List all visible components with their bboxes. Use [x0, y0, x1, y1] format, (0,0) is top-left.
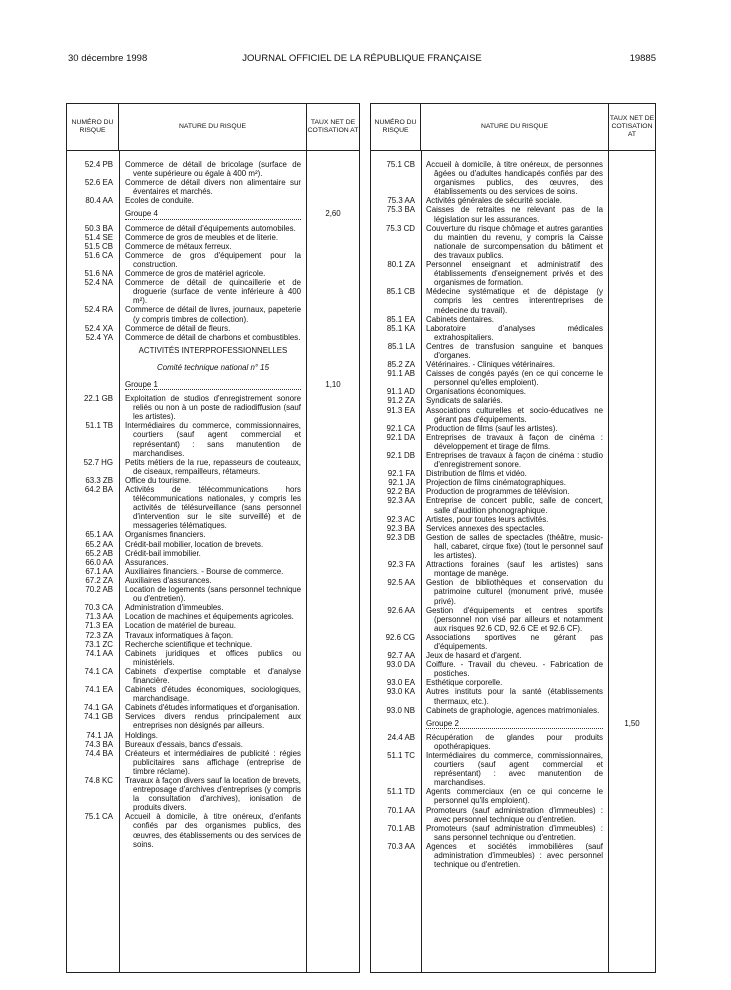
risk-code: 75.3 BA [386, 205, 415, 215]
header-nature: NATURE DU RISQUE [119, 104, 307, 150]
table-row [371, 560, 655, 578]
risk-code: 52.4 NA [84, 278, 113, 288]
table-row [371, 360, 655, 369]
group-label: Groupe 1 [125, 380, 301, 390]
table-body [67, 160, 359, 849]
header-numero: NUMÉRO DU RISQUE [371, 104, 421, 150]
risk-description: Office du tourisme. [125, 475, 192, 485]
header-taux: TAUX NET DE COTISATION AT [307, 119, 359, 134]
table-row [67, 540, 359, 549]
left-table [66, 103, 360, 973]
risk-code: 80.1 ZA [387, 260, 415, 270]
table-row [371, 578, 655, 605]
table-row [371, 451, 655, 469]
publication-date: 30 décembre 1998 [68, 53, 148, 64]
risk-description: Esthétique corporelle. [426, 678, 503, 688]
risk-description: Agents commerciaux (en ce qui concerne le personnel qu'ils emploient). [426, 787, 603, 806]
table-row [371, 751, 655, 787]
table-row [371, 396, 655, 405]
risk-code: 70.2 AB [85, 585, 113, 595]
risk-description: Vétérinaires. - Cliniques vétérinaires. [426, 360, 555, 370]
risk-code: 71.3 AA [85, 612, 113, 622]
table-row [67, 731, 359, 740]
risk-description: Cabinets de graphologie, agences matrimoniales. [426, 705, 600, 715]
risk-code: 75.1 CA [84, 812, 113, 822]
table-row [67, 394, 359, 421]
risk-code: 93.0 DA [386, 660, 415, 670]
table-row [371, 469, 655, 478]
risk-description: Ecoles de conduite. [125, 196, 194, 206]
risk-description: Commerce de gros d'équipement pour la construction. [125, 250, 301, 269]
risk-code: 74.1 CA [84, 666, 113, 676]
risk-code: 92.7 AA [387, 651, 415, 661]
table-row [67, 305, 359, 323]
risk-code: 91.2 ZA [387, 396, 415, 406]
risk-code: 70.1 AB [387, 823, 415, 833]
risk-description: Promoteurs (sauf administration d'immeubles) : sans personnel technique ou d'entretien. [426, 823, 603, 842]
risk-code: 93.0 EA [386, 678, 415, 688]
table-row [67, 558, 359, 567]
taux-value: 2,60 [325, 209, 341, 219]
table-row [371, 496, 655, 514]
table-row [371, 205, 655, 223]
table-row [67, 776, 359, 812]
risk-code: 75.1 CB [386, 160, 415, 169]
risk-code: 52.4 RA [84, 305, 113, 315]
risk-code: 74.1 GA [84, 703, 113, 713]
table-row [371, 787, 655, 805]
table-row [67, 233, 359, 242]
table-row [371, 715, 655, 733]
table-row [67, 649, 359, 667]
risk-code: 73.1 ZC [84, 639, 113, 649]
risk-description: Associations culturelles et socio-éducatives ne gérant pas d'équipements. [426, 405, 603, 424]
table-row [371, 424, 655, 433]
header-numero: NUMÉRO DU RISQUE [67, 104, 119, 150]
risk-code: 65.1 AA [85, 530, 113, 540]
risk-description: Commerce de détail de bricolage (surface de vente supérieure ou égale à 400 m²). [125, 160, 301, 179]
table-row [371, 224, 655, 260]
risk-description: Couverture du risque chômage et autres garanties du maintien du revenu, y compris la Caisse nationale de surcompensation du bâtiment et des travaux publics. [426, 223, 603, 260]
risk-description: Commerce de détail de fleurs. [125, 323, 231, 333]
risk-description: Services divers rendus principalement aux entreprises non désignés par ailleurs. [125, 712, 301, 731]
table-row [67, 631, 359, 640]
table-row [371, 524, 655, 533]
table-row [371, 687, 655, 705]
risk-code: 50.3 BA [84, 223, 113, 233]
risk-code: 66.0 AA [85, 557, 113, 567]
risk-description: Laboratoire d'analyses médicales extrahospitaliers. [426, 323, 603, 342]
risk-code: 92.1 CA [386, 423, 415, 433]
risk-code: 65.2 AA [85, 539, 113, 549]
risk-code: 92.1 DA [386, 432, 415, 442]
risk-code: 92.1 JA [388, 478, 415, 488]
table-row [67, 224, 359, 233]
table-row [67, 485, 359, 530]
table-row [67, 640, 359, 649]
risk-code: 52.4 XA [84, 323, 113, 333]
risk-description: Location de matériel de bureau. [125, 621, 236, 631]
risk-code: 92.2 BA [386, 487, 415, 497]
risk-code: 91.3 EA [386, 405, 415, 415]
risk-code: 93.0 KA [386, 687, 415, 697]
risk-description: Production de films (sauf les artistes). [426, 423, 558, 433]
risk-description: Caisses de congés payés (en ce qui concerne le personnel qu'elles emploient). [426, 369, 603, 388]
risk-description: Intermédiaires du commerce, commissionnaires, courtiers (sauf agent commercial et représentant) : sans manutention de marchandises. [125, 421, 301, 458]
risk-description: Organismes financiers. [125, 530, 206, 540]
risk-description: Coiffure. - Travail du cheveu. - Fabrication de postiches. [426, 660, 603, 679]
risk-description: Organisations économiques. [426, 387, 527, 397]
risk-description: Promoteurs (sauf administration d'immeubles) : avec personnel technique ou d'entretien. [426, 805, 603, 824]
table-row [67, 667, 359, 685]
risk-description: Location de logements (sans personnel technique ou d'entretien). [125, 585, 301, 604]
risk-code: 24.4 AB [387, 732, 415, 742]
risk-code: 91.1 AD [386, 387, 415, 397]
table-row [67, 359, 359, 376]
table-row [371, 806, 655, 824]
risk-description: Gestion de salles de spectacles (théâtre, music-hall, cabaret, cirque fixe) (tout le personnel sauf les artistes). [426, 532, 603, 561]
risk-description: Créateurs et intermédiaires de publicité : régies publicitaires sans affichage (entreprise de timbre réclame). [125, 748, 301, 776]
table-row [371, 733, 655, 751]
table-row [371, 606, 655, 633]
table-row [371, 478, 655, 487]
table-row [67, 251, 359, 269]
risk-code: 85.1 LA [387, 341, 415, 351]
risk-description: Autres instituts pour la santé (établissements thermaux, etc.). [426, 687, 603, 706]
risk-description: Entreprise de concert public, salle de concert, salle d'audition phonographique. [426, 496, 603, 515]
risk-description: Centres de transfusion sanguine et banques d'organes. [426, 341, 603, 360]
risk-code: 74.1 GB [84, 712, 113, 722]
risk-description: Cabinets d'études informatiques et d'organisation. [125, 703, 300, 713]
risk-description: Travaux à façon divers sauf la location de brevets, entreposage d'archives d'entreprises (y compris la consultation d'archives), ionisation de produits divers. [125, 776, 301, 813]
risk-description: Médecine systématique et de dépistage (y compris les centres interentreprises de médecine du travail). [426, 287, 603, 315]
risk-description: Crédit-bail immobilier. [125, 548, 201, 558]
risk-description: Location de machines et équipements agricoles. [125, 612, 294, 622]
taux-value: 1,50 [624, 718, 640, 728]
table-row [371, 160, 655, 196]
risk-code: 74.4 BA [84, 748, 113, 758]
risk-code: 67.1 AA [85, 566, 113, 576]
table-row [67, 421, 359, 457]
risk-description: Entreprises de travaux à façon de cinéma : studio d'enregistrement sonore. [426, 451, 603, 470]
table-header [371, 104, 655, 151]
section-title: ACTIVITÉS INTERPROFESSIONNELLES [138, 345, 288, 355]
risk-description: Attractions foraines (sauf les artistes) sans montage de manège. [426, 560, 603, 579]
table-row [67, 178, 359, 196]
risk-code: 85.1 CB [386, 287, 415, 297]
risk-code: 75.3 CD [386, 223, 415, 233]
taux-value: 1,10 [325, 379, 341, 389]
table-row [67, 603, 359, 612]
table-row [67, 205, 359, 223]
risk-description: Jeux de hasard et d'argent. [426, 651, 522, 661]
risk-code: 22.1 GB [84, 394, 113, 404]
risk-description: Commerce de gros de matériel agricole. [125, 269, 266, 279]
table-row [371, 196, 655, 205]
table-row [371, 369, 655, 387]
header-nature: NATURE DU RISQUE [421, 104, 609, 150]
risk-code: 75.3 AA [387, 196, 415, 206]
risk-description: Personnel enseignant et administratif des établissements d'enseignement privés et des organismes de formation. [426, 260, 603, 288]
risk-code: 74.1 EA [84, 685, 113, 695]
section-subtitle: Comité technique national n° 15 [157, 362, 269, 372]
risk-description: Accueil à domicile, à titre onéreux, d'enfants confiés par des organismes publics, des œuvres, des établissements ou des services de soins. [125, 812, 301, 849]
risk-code: 52.7 HG [83, 457, 113, 467]
risk-code: 74.1 JA [86, 730, 113, 740]
risk-code: 65.2 AB [85, 548, 113, 558]
table-row [371, 842, 655, 869]
table-row [67, 612, 359, 621]
risk-description: Activités de télécommunications hors télécommunications nationales, y compris les activités de télésurveillance (sans personnel d'intervention sur le site surveillé) et de messageries télématiques. [125, 485, 301, 531]
table-row [371, 706, 655, 715]
table-row [67, 269, 359, 278]
risk-code: 72.3 ZA [85, 630, 113, 640]
risk-description: Holdings. [125, 730, 158, 740]
table-row [67, 585, 359, 603]
group-label: Groupe 4 [125, 209, 301, 219]
table-row [67, 749, 359, 776]
journal-title: JOURNAL OFFICIEL DE LA RÉPUBLIQUE FRANÇAISE [242, 53, 482, 64]
risk-code: 51.1 TD [387, 787, 415, 797]
table-row [67, 530, 359, 539]
table-row [67, 458, 359, 476]
risk-code: 85.1 KA [386, 323, 415, 333]
table-row [67, 703, 359, 712]
table-row [371, 533, 655, 560]
risk-description: Accueil à domicile, à titre onéreux, de personnes âgées ou d'adultes handicapés confiés par des organismes publics, des œuvres, des établissements ou des services de soins. [426, 160, 603, 197]
risk-code: 80.4 AA [85, 196, 113, 206]
table-row [371, 487, 655, 496]
risk-code: 51.6 NA [84, 269, 113, 279]
risk-description: Assurances. [125, 557, 169, 567]
risk-description: Caisses de retraites ne relevant pas de la législation sur les assurances. [426, 205, 603, 224]
table-row [371, 387, 655, 396]
table-body [371, 160, 655, 869]
table-row [371, 824, 655, 842]
table-row [371, 342, 655, 360]
risk-description: Commerce de détail divers non alimentaire sur éventaires et marchés. [125, 178, 301, 197]
risk-description: Cabinets d'études économiques, sociologiques, marchandisage. [125, 685, 301, 704]
table-row [67, 333, 359, 342]
risk-description: Commerce de métaux ferreux. [125, 241, 232, 251]
risk-code: 52.4 PB [84, 160, 113, 169]
risk-code: 92.5 AA [387, 578, 415, 588]
risk-code: 71.3 EA [84, 621, 113, 631]
table-row [67, 740, 359, 749]
risk-description: Entreprises de travaux à façon de cinéma : développement et tirage de films. [426, 432, 603, 451]
risk-description: Auxiliaires financiers. - Bourse de commerce. [125, 566, 284, 576]
risk-description: Cabinets juridiques et offices publics ou ministériels. [125, 648, 301, 667]
table-row [67, 685, 359, 703]
risk-description: Bureaux d'essais, bancs d'essais. [125, 739, 243, 749]
risk-code: 70.3 AA [387, 841, 415, 851]
table-row [371, 678, 655, 687]
risk-description: Activités générales de sécurité sociale. [426, 196, 562, 206]
right-table [370, 103, 656, 973]
table-row [371, 660, 655, 678]
risk-description: Services annexes des spectacles. [426, 523, 545, 533]
risk-description: Gestion de bibliothèques et conservation du patrimoine culturel (monument privé, musée privé). [426, 578, 603, 606]
table-row [67, 567, 359, 576]
table-row [67, 549, 359, 558]
risk-description: Crédit-bail mobilier, location de brevets. [125, 539, 264, 549]
risk-description: Intermédiaires du commerce, commissionnaires, courtiers (sauf agent commercial et représentant) : avec manutention de marchandises. [426, 751, 603, 788]
risk-code: 52.6 EA [84, 178, 113, 188]
table-row [67, 712, 359, 730]
table-row [371, 315, 655, 324]
risk-description: Agences et sociétés immobilières (sauf administration d'immeubles) : avec personnel technique ou d'entretien. [426, 841, 603, 870]
risk-code: 51.1 TB [85, 421, 113, 431]
risk-code: 51.4 SE [84, 232, 113, 242]
table-row [67, 196, 359, 205]
table-row [371, 324, 655, 342]
risk-code: 85.2 ZA [387, 360, 415, 370]
table-row [67, 160, 359, 178]
risk-description: Petits métiers de la rue, repasseurs de couteaux, de ciseaux, rempailleurs, rétameurs. [125, 457, 301, 476]
table-row [67, 476, 359, 485]
risk-description: Recherche scientifique et technique. [125, 639, 253, 649]
table-row [67, 576, 359, 585]
risk-description: Commerce de gros de meubles et de literie. [125, 232, 279, 242]
risk-code: 92.3 FA [387, 560, 415, 570]
page-number: 19885 [629, 53, 656, 64]
risk-code: 92.6 CG [385, 632, 415, 642]
risk-code: 92.3 AC [386, 514, 415, 524]
risk-code: 74.3 BA [84, 739, 113, 749]
table-header [67, 104, 359, 151]
risk-code: 85.1 EA [386, 314, 415, 324]
table-row [67, 812, 359, 848]
risk-code: 63.3 ZB [85, 475, 113, 485]
risk-description: Récupération de glandes pour produits opothérapiques. [426, 732, 603, 751]
risk-description: Gestion d'équipements et centres sportifs (personnel non visé par ailleurs et notamment aux risques 92.6 CD, 92.6 CE et 92.6 CF). [426, 605, 603, 633]
risk-description: Cabinets dentaires. [426, 314, 494, 324]
table-row [371, 287, 655, 314]
risk-description: Production de programmes de télévision. [426, 487, 570, 497]
risk-description: Associations sportives ne gérant pas d'équipements. [426, 632, 603, 651]
risk-description: Projection de films cinématographiques. [426, 478, 566, 488]
risk-code: 70.1 AA [387, 805, 415, 815]
table-row [371, 633, 655, 651]
risk-code: 64.2 BA [84, 485, 113, 494]
risk-description: Distribution de films et vidéo. [426, 469, 527, 479]
risk-description: Commerce de détail d'équipements automobiles. [125, 223, 296, 233]
risk-description: Commerce de détail de charbons et combustibles. [125, 332, 301, 342]
table-row [67, 278, 359, 305]
header-taux: TAUX NET DE COTISATION AT [609, 115, 655, 138]
risk-description: Administration d'immeubles. [125, 603, 224, 613]
table-row [371, 515, 655, 524]
risk-code: 51.5 CB [84, 241, 113, 251]
risk-description: Travaux informatiques à façon. [125, 630, 234, 640]
risk-description: Auxiliaires d'assurances. [125, 575, 212, 585]
risk-code: 70.3 CA [84, 603, 113, 613]
table-row [67, 342, 359, 359]
risk-code: 74.8 KC [84, 776, 113, 785]
risk-description: Commerce de détail de quincaillerie et de droguerie (surface de vente inférieure à 400 m²). [125, 278, 301, 306]
table-row [67, 621, 359, 630]
risk-description: Artistes, pour toutes leurs activités. [426, 514, 549, 524]
table-row [371, 260, 655, 287]
table-row [67, 376, 359, 394]
risk-code: 67.2 ZA [85, 575, 113, 585]
risk-code: 51.1 TC [387, 751, 415, 760]
risk-code: 74.1 AA [85, 648, 113, 658]
risk-code: 93.0 NB [386, 705, 415, 715]
risk-description: Syndicats de salariés. [426, 396, 503, 406]
risk-code: 92.3 DB [386, 532, 415, 542]
table-row [371, 406, 655, 424]
risk-code: 92.3 AA [387, 496, 415, 506]
table-row [67, 324, 359, 333]
table-row [67, 242, 359, 251]
risk-code: 52.4 YA [85, 332, 113, 342]
risk-code: 92.1 FA [387, 469, 415, 479]
risk-code: 92.3 BA [386, 523, 415, 533]
risk-code: 91.1 AB [387, 369, 415, 379]
risk-description: Exploitation de studios d'enregistrement sonore reliés ou non à un poste de radiodiffusion (sauf les artistes). [125, 394, 301, 422]
risk-code: 92.1 DB [386, 451, 415, 460]
group-label: Groupe 2 [426, 719, 603, 729]
page-header [68, 52, 656, 66]
table-row [371, 433, 655, 451]
risk-code: 51.6 CA [84, 250, 113, 260]
risk-description: Cabinets d'expertise comptable et d'analyse financière. [125, 666, 301, 685]
table-row [371, 651, 655, 660]
risk-description: Commerce de détail de livres, journaux, papeterie (y compris timbres de collection). [125, 305, 301, 324]
risk-code: 92.6 AA [387, 605, 415, 615]
